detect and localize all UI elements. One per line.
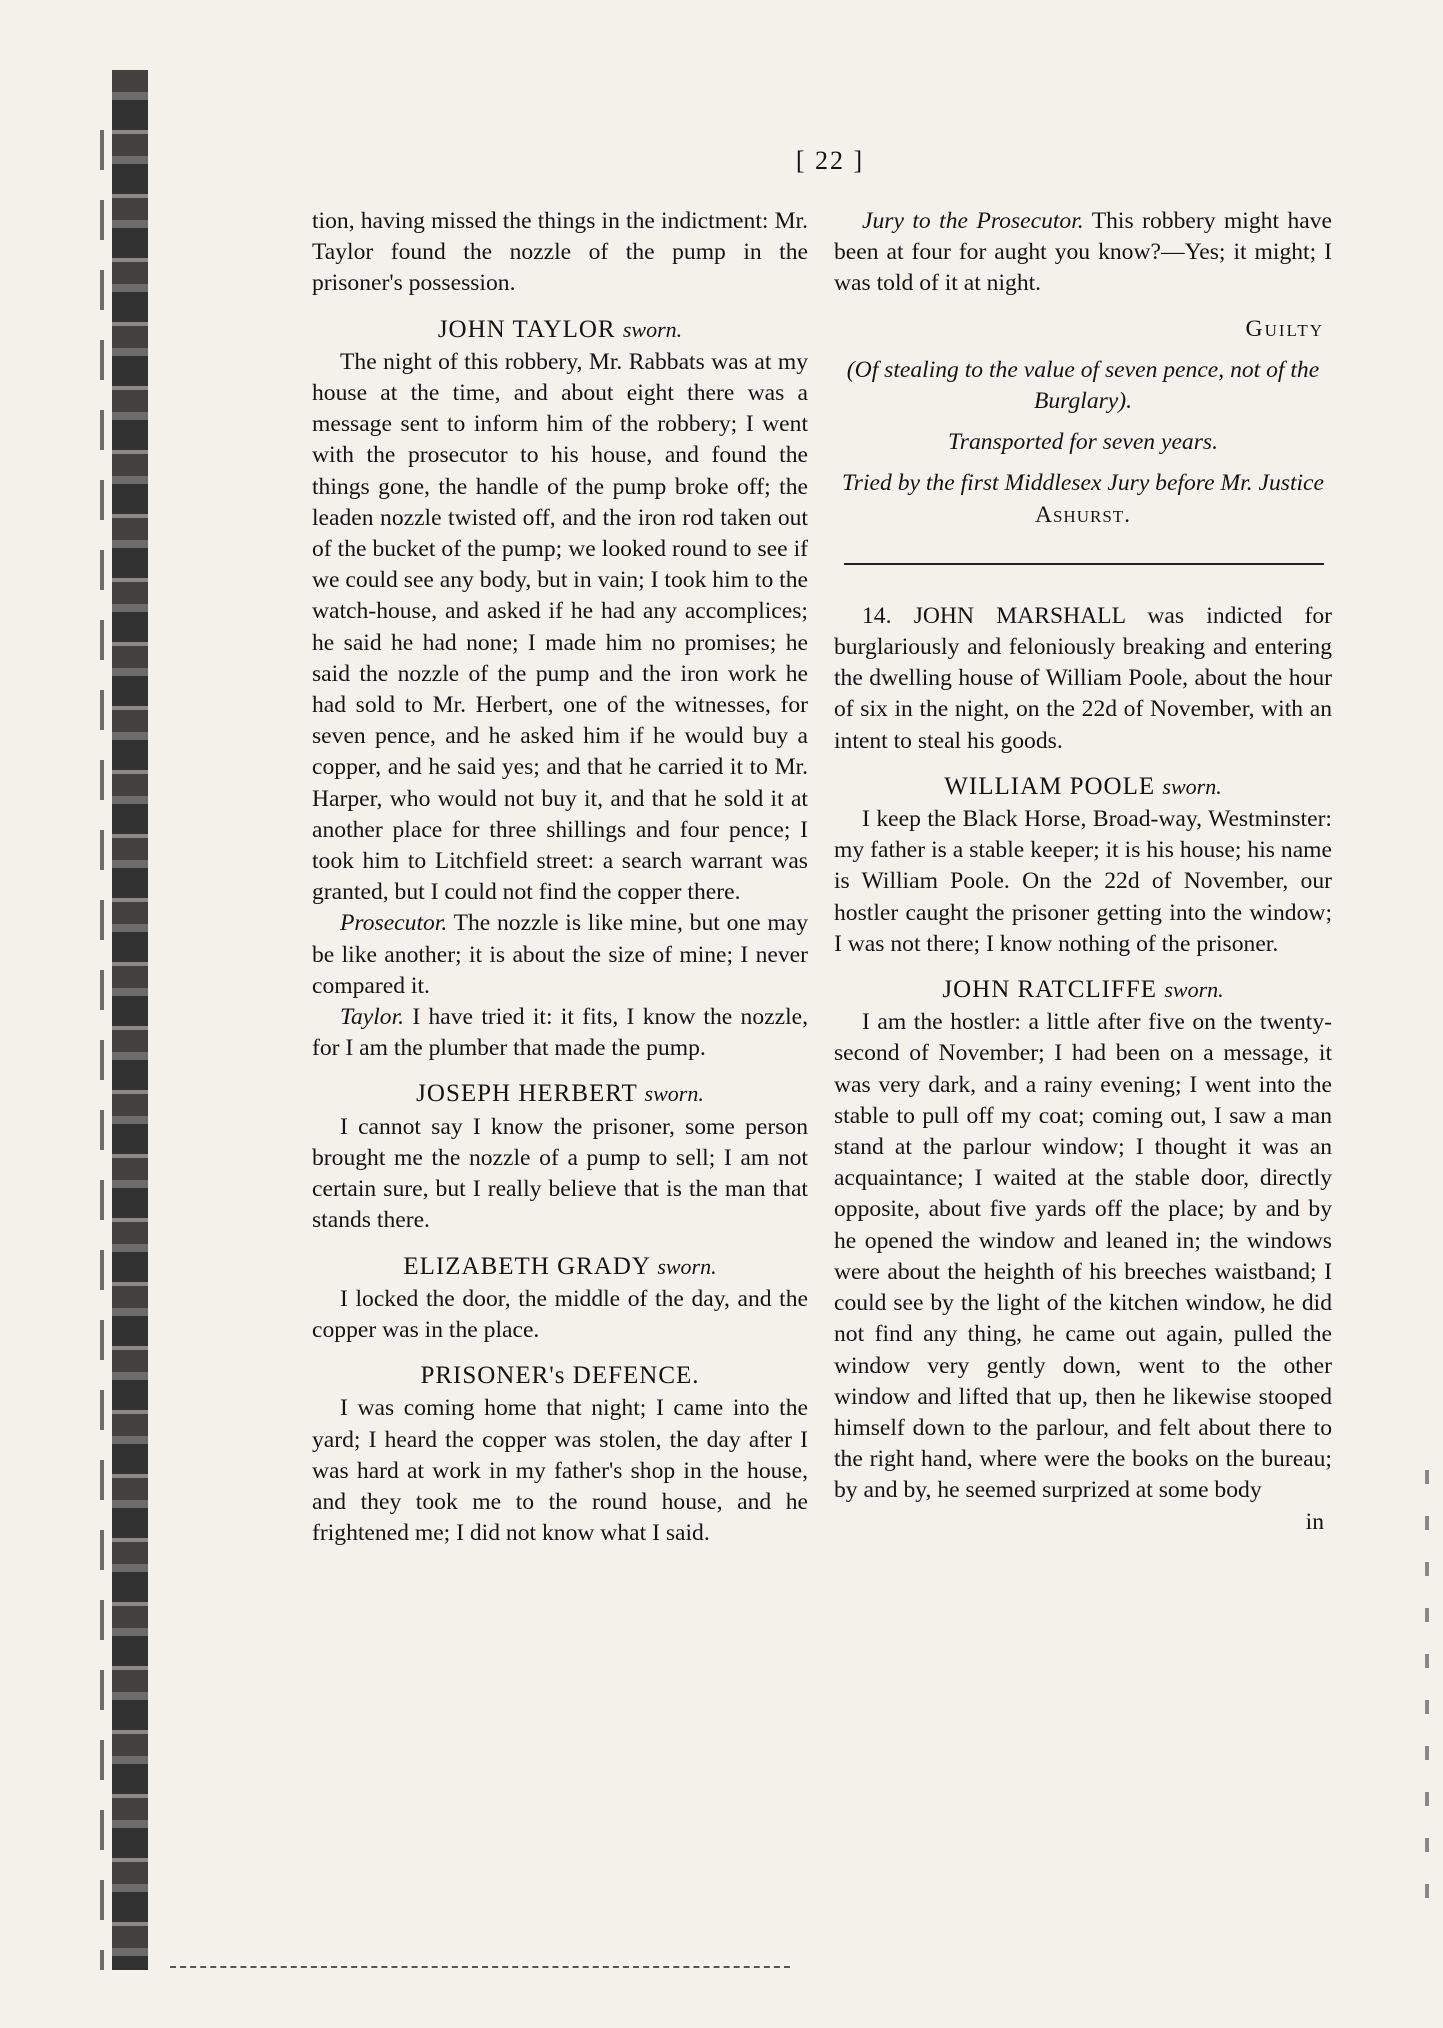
sentence: Transported for seven years. [947,429,1218,456]
sworn-label: sworn. [1164,977,1224,1003]
herbert-testimony: I cannot say I know the prisoner, some person brought me the nozzle of a pump to sell; I am not certain sure, but I really believe that is the man that stands there. [312,1113,808,1234]
prosecutor-statement [312,908,808,1002]
witness-heading-taylor [312,314,808,345]
sworn-label: sworn. [622,316,683,342]
taylor-testimony: The night of this robbery, Mr. Rabbats was at my house at the time, and about eight there was a message sent to inform him of the robbery; I went with the prosecutor to his house, and found the things gone, the handle of the pump broke off; the leaden nozzle twisted off, and the iron rod taken out of the bucket of the pump; we looked round to see if we could see any body, but in vain; I took him to the watch-house, and asked if he had any accomplices; he said he had none; I made him no promises; he said the nozzle of the pump and the iron work he had sold to Mr. Herbert, one of the witnesses, for seven pence, and he asked him if he would buy a copper, and he said yes; and that he carried it to Mr. Harper, who would not buy it, and that he sold it at another place for three shillings and four pence; I took him to Litchfield street: a search warrant was granted, but I could not find the copper there. [312,348,808,906]
jury-question [834,206,1332,300]
witness-name: ELIZABETH GRADY [403,1252,651,1280]
trial-note [834,468,1332,530]
ratcliffe-testimony: I am the hostler: a little after five on the twenty-second of November; I had been on a message, it was very dark, and a rainy evening; I went into the stable to pull off my coat; coming out, I saw a man stand at the parlour window; I thought it was an acquaintance; I waited at the stable door, directly opposite, about five yards off the place; by and by he opened the window and leaned in; the windows were about the heighth of his breeches waistband; I could see by the light of the kitchen window, he did not find any thing, he came out again, pulled the window very gently down, went to the other window and lifted that up, then he likewise stooped himself down to the parlour, and felt about there to the right hand, where were the books on the bureau; by and by, he seemed surprized at some body [834,1009,1332,1504]
statement-text: I have tried it: it fits, I know the nozzle, for I am the plumber that made the pump. [312,1004,808,1062]
verdict: Guilty [1245,315,1324,342]
sworn-label: sworn. [1162,773,1222,799]
statement-text: This robbery might have been at four for aught you know?—Yes; it might; I was told of it at night. [834,208,1332,297]
witness-name: JOHN TAYLOR [437,315,616,343]
judge-name: Ashurst. [1034,501,1132,528]
intro-paragraph: tion, having missed the things in the indictment: Mr. Taylor found the nozzle of the pump in the prisoner's possession. [312,208,808,297]
witness-heading-grady [312,1251,808,1282]
witness-name: JOHN RATCLIFFE [942,976,1158,1004]
witness-heading-poole [834,771,1332,802]
catchword: in [1305,1508,1324,1535]
right-column [834,206,1332,1538]
witness-heading-herbert [312,1078,808,1109]
poole-testimony: I keep the Black Horse, Broad-way, Westminster: my father is a stable keeper; it is his house; his name is William Poole. On the 22d of November, our hostler caught the prisoner getting into the window; I was not there; I know nothing of the prisoner. [834,806,1332,957]
speaker-label: Taylor. [340,1004,405,1031]
witness-name: WILLIAM POOLE [944,772,1156,800]
sworn-label: sworn. [644,1081,704,1107]
witness-name: JOSEPH HERBERT [416,1080,638,1108]
speaker-label: Jury to the Prosecutor. [862,208,1084,234]
scan-edge-marks [1425,1470,1429,1900]
taylor-statement [312,1002,808,1064]
section-divider [844,563,1324,565]
grady-testimony: I locked the door, the middle of the day, and the copper was in the place. [312,1285,808,1343]
page-number: [ 22 ] [795,146,865,175]
binding-gutter [112,70,148,1970]
witness-heading-ratcliffe [834,974,1332,1005]
defence-text: I was coming home that night; I came into the yard; I heard the copper was stolen, the day after I was hard at work in my father's shop in the house, and they took me to the round house, and he frightened me; I did not know what I said. [312,1395,808,1547]
sworn-label: sworn. [657,1253,717,1279]
binding-shadow [100,130,104,1970]
statement-text: The nozzle is like mine, but one may be like another; it is about the size of mine; I never compared it. [312,910,808,999]
speaker-label: Prosecutor. [340,910,448,937]
verdict-detail: (Of stealing to the value of seven pence, not of the Burglary). [846,356,1320,415]
case-intro: 14. JOHN MARSHALL was indicted for burglariously and feloniously breaking and entering the dwelling house of William Poole, about the hour of six in the night, on the 22d of November, with an intent to steal his goods. [834,602,1332,754]
tried-by: Tried by the first Middlesex Jury before Mr. Justice [841,470,1325,497]
defence-heading: PRISONER's DEFENCE. [420,1362,700,1390]
left-column [312,206,808,1549]
bottom-rule [170,1966,790,1968]
